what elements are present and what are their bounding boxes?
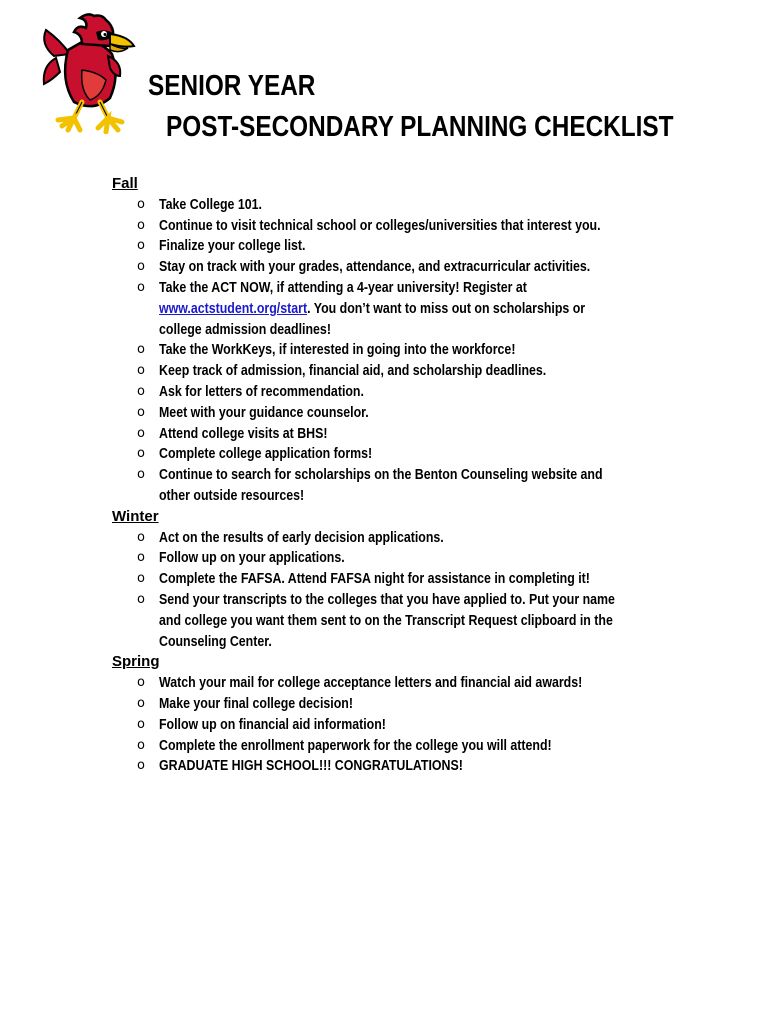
list-item: o Complete college application forms! (112, 444, 752, 465)
bullet: o (137, 467, 145, 483)
list-item: o Act on the results of early decision applications. (112, 528, 752, 549)
list-item: o Watch your mail for college acceptance letters and financial aid awards! (112, 673, 752, 694)
list-item: o Continue to search for scholarships on the Benton Counseling website and other outside resources! (137, 467, 603, 504)
list-item: o Stay on track with your grades, attendance, and extracurricular activities. (112, 257, 752, 278)
list-item: o Take the WorkKeys, if interested in going into the workforce! (112, 340, 752, 361)
bullet: o (137, 675, 145, 691)
list-item: o GRADUATE HIGH SCHOOL!!! CONGRATULATIONS! (112, 756, 752, 777)
bullet: o (137, 383, 145, 399)
title-line-2: POST-SECONDARY PLANNING CHECKLIST (166, 111, 674, 143)
bullet: o (137, 529, 145, 545)
section-title-spring: Spring (112, 653, 160, 671)
list-item: o Take College 101. (112, 195, 752, 216)
list-item: o Complete the enrollment paperwork for the college you will attend! (112, 736, 752, 757)
bullet: o (137, 550, 145, 566)
list-item: o Continue to visit technical school or colleges/universities that interest you. (112, 216, 752, 237)
bullet: o (137, 758, 145, 774)
list-item: o Make your final college decision! (112, 694, 752, 715)
spring-list (112, 673, 752, 777)
title-line-1: SENIOR YEAR (148, 70, 316, 102)
bullet: o (137, 238, 145, 254)
bullet: o (137, 425, 145, 441)
list-item: o Follow up on financial aid information! (112, 715, 752, 736)
list-item: o Attend college visits at BHS! (112, 424, 752, 445)
winter-list (112, 528, 752, 653)
list-item: o Meet with your guidance counselor. (112, 403, 752, 424)
list-item: o Complete the FAFSA. Attend FAFSA night for assistance in completing it! (112, 569, 752, 590)
bullet: o (137, 217, 145, 233)
bullet: o (137, 259, 145, 275)
list-item: o Send your transcripts to the colleges that you have applied to. Put your name and college you want them sent to on the Transcript Request clipboard in the Counseling Center. (137, 591, 615, 650)
section-title-fall: Fall (112, 175, 138, 192)
bullet: o (137, 342, 145, 358)
bullet: o (137, 404, 145, 420)
list-item: o Finalize your college list. (112, 236, 752, 257)
list-item: o Keep track of admission, financial aid, and scholarship deadlines. (112, 361, 752, 382)
bullet: o (137, 446, 145, 462)
bullet: o (137, 196, 145, 212)
list-item-act: o Take the ACT NOW, if attending a 4-year university! Register at www.actstudent.org/start. You don’t want to miss out on scholarships or college admission deadlines! (137, 279, 586, 338)
list-item: o Follow up on your applications. (112, 548, 752, 569)
bullet: o (137, 363, 145, 379)
bullet: o (137, 571, 145, 587)
checklist (112, 174, 752, 777)
bullet: o (137, 716, 145, 732)
section-title-winter: Winter (112, 507, 159, 525)
bullet: o (137, 591, 145, 607)
act-register-link[interactable]: www.actstudent.org/start (159, 300, 308, 317)
list-item: o Ask for letters of recommendation. (112, 382, 752, 403)
bullet: o (137, 695, 145, 711)
bullet: o (137, 737, 145, 753)
cardinal-mascot-logo (38, 10, 150, 134)
bullet: o (137, 279, 145, 295)
fall-list (112, 195, 752, 507)
